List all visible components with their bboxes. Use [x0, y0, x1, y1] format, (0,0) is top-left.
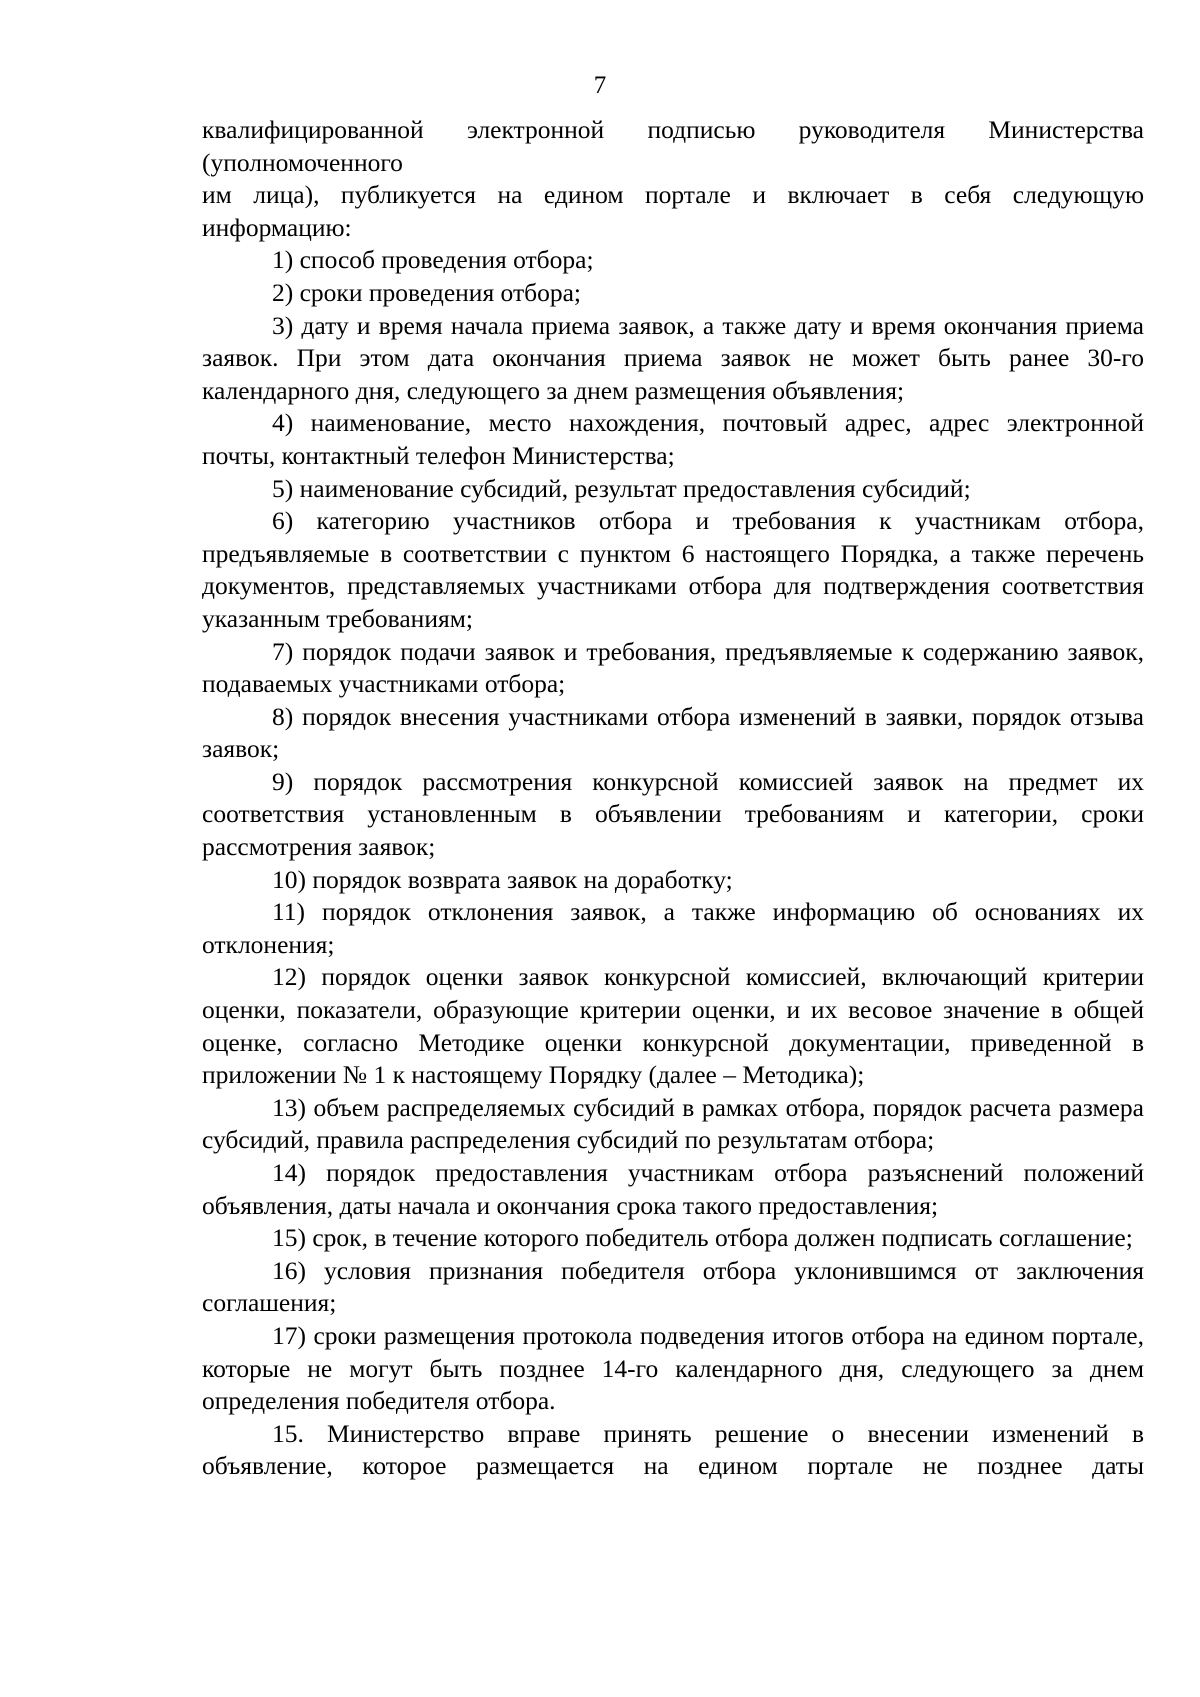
paragraph: 2) сроки проведения отбора; [272, 277, 581, 307]
paragraph: им лица), публикуется на едином портале и включает в себя следующую информацию: [202, 180, 1144, 242]
paragraph: 5) наименование субсидий, результат предоставления субсидий; [272, 473, 971, 503]
paragraph: 15. Министерство вправе принять решение о внесении изменений в объявление, которое размещается на едином портале не позднее даты [202, 1418, 1144, 1481]
paragraph: 3) дату и время начала приема заявок, а также дату и время окончания приема заявок. При этом дата окончания приема заявок не может быть ранее 30-го календарного дня, следующего за днем размещения объявления; [202, 310, 1144, 405]
paragraph: 9) порядок рассмотрения конкурсной комиссией заявок на предмет их соответствия установленным в объявлении требованиям и категории, сроки рассмотрения заявок; [202, 766, 1144, 862]
page-number: 7 [593, 72, 607, 99]
paragraph: 4) наименование, место нахождения, почтовый адрес, адрес электронной почты, контактный телефон Министерства; [202, 408, 1144, 470]
paragraph: (уполномоченного [202, 147, 403, 177]
paragraph: 15) срок, в течение которого победитель отбора должен подписать соглашение; [272, 1223, 1133, 1253]
paragraph: 13) объем распределяемых субсидий в рамках отбора, порядок расчета размера субсидий, правила распределения субсидий по результатам отбора; [202, 1092, 1144, 1155]
paragraph: 8) порядок внесения участниками отбора изменений в заявки, порядок отзыва заявок; [202, 701, 1144, 764]
paragraph: 6) категорию участников отбора и требования к участникам отбора, предъявляемые в соответствии с пунктом 6 настоящего Порядка, а также перечень документов, представляемых участниками отбора для подтверждения соответствия указанным требованиям; [202, 506, 1144, 633]
paragraph: квалифицированной электронной подписью руководителя Министерства [202, 115, 1144, 144]
document-body [202, 114, 1144, 1483]
paragraph: 1) способ проведения отбора; [272, 245, 594, 275]
paragraph: 11) порядок отклонения заявок, а также информацию об основаниях их отклонения; [202, 897, 1144, 959]
paragraph: 14) порядок предоставления участникам отбора разъяснений положений объявления, даты начала и окончания срока такого предоставления; [202, 1158, 1144, 1220]
paragraph: 12) порядок оценки заявок конкурсной комиссией, включающий критерии оценки, показатели, образующие критерии оценки, и их весовое значение в общей оценке, согласно Методике оценки конкурсной документации, приведенной в приложении № 1 к настоящему Порядку (далее – Методика); [202, 962, 1144, 1090]
paragraph: 16) условия признания победителя отбора уклонившимся от заключения соглашения; [202, 1255, 1144, 1318]
paragraph: 10) порядок возврата заявок на доработку; [272, 864, 733, 894]
paragraph: 7) порядок подачи заявок и требования, предъявляемые к содержанию заявок, подаваемых участниками отбора; [202, 636, 1144, 699]
paragraph: 17) сроки размещения протокола подведения итогов отбора на едином портале, которые не могут быть позднее 14-го календарного дня, следующего за днем определения победителя отбора. [202, 1320, 1144, 1416]
